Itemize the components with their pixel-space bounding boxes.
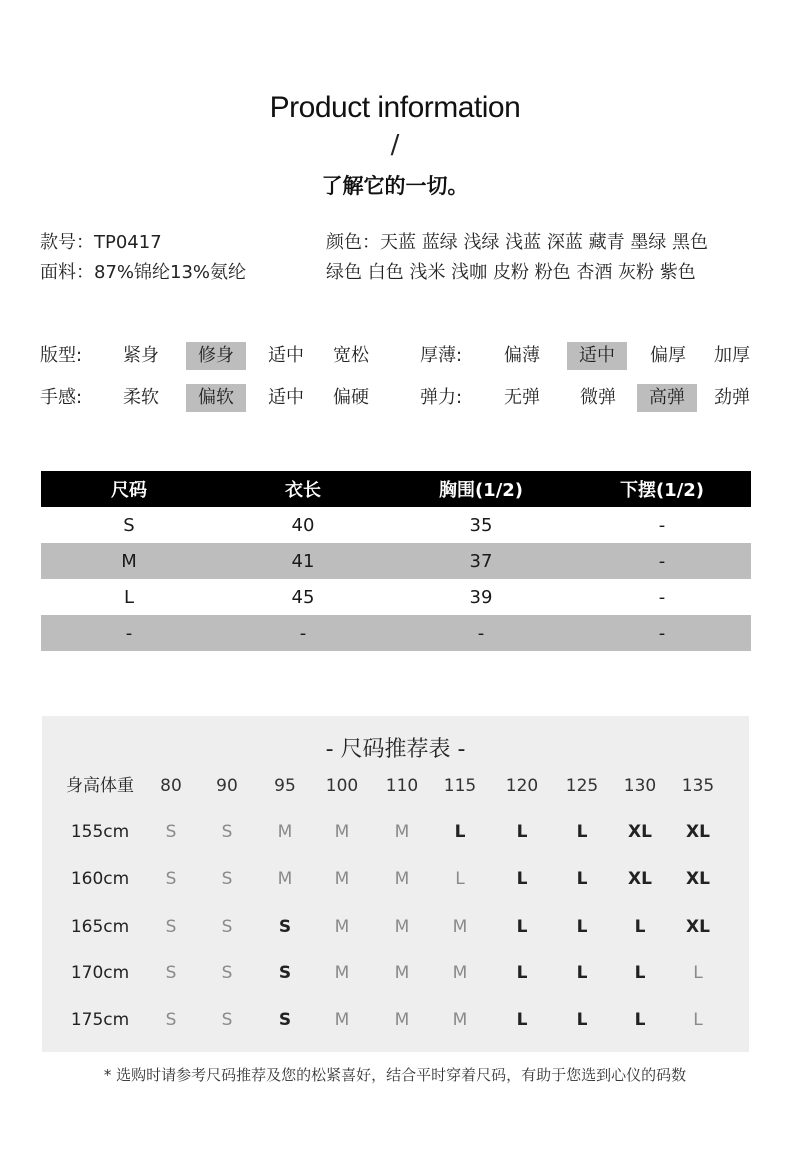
size-recommendation-cell: M bbox=[394, 917, 410, 937]
table-cell: - bbox=[658, 586, 666, 608]
weight-header: 80 bbox=[160, 776, 182, 796]
table-cell: - bbox=[658, 622, 666, 644]
corner-label: 身高体重 bbox=[66, 776, 134, 796]
table-row bbox=[41, 579, 751, 615]
feel-option-2: 适中 bbox=[268, 387, 304, 408]
table-cell: - bbox=[125, 622, 133, 644]
elasticity-option-2-selected: 高弹 bbox=[637, 384, 697, 412]
size-recommendation-cell: L bbox=[576, 963, 588, 983]
size-recommendation-cell: L bbox=[516, 963, 528, 983]
size-recommendation-cell: M bbox=[334, 963, 350, 983]
elasticity-option-1: 微弹 bbox=[580, 387, 616, 408]
size-recommendation-cell: L bbox=[516, 869, 528, 889]
table-cell: - bbox=[299, 622, 307, 644]
size-recommendation-cell: S bbox=[165, 917, 177, 937]
weight-header: 120 bbox=[505, 776, 539, 796]
col-header-size: 尺码 bbox=[111, 480, 147, 501]
recommendation-header-row bbox=[42, 771, 749, 801]
size-recommendation-cell: L bbox=[634, 917, 646, 937]
title-english: Product information bbox=[269, 91, 521, 124]
attr-row-2 bbox=[0, 384, 790, 414]
height-label: 155cm bbox=[70, 822, 130, 842]
weight-header: 100 bbox=[325, 776, 359, 796]
recommendation-row bbox=[42, 912, 749, 942]
thickness-option-3: 加厚 bbox=[714, 345, 750, 366]
size-recommendation-cell: L bbox=[634, 1010, 646, 1030]
weight-header: 90 bbox=[216, 776, 238, 796]
weight-header: 95 bbox=[274, 776, 296, 796]
title-chinese: 了解它的一切。 bbox=[321, 174, 469, 198]
recommendation-title: - 尺码推荐表 - bbox=[325, 737, 466, 762]
table-cell: 39 bbox=[469, 586, 493, 608]
size-recommendation-cell: M bbox=[394, 822, 410, 842]
size-recommendation-cell: XL bbox=[628, 869, 652, 889]
size-recommendation-cell: M bbox=[334, 869, 350, 889]
size-recommendation-cell: XL bbox=[686, 822, 710, 842]
footnote: * 选购时请参考尺码推荐及您的松紧喜好，结合平时穿着尺码，有助于您选到心仪的码数 bbox=[103, 1066, 687, 1084]
weight-header: 130 bbox=[623, 776, 657, 796]
style-number: 款号：TP0417 bbox=[40, 232, 162, 253]
size-recommendation-cell: S bbox=[278, 1010, 292, 1030]
size-recommendation-cell: M bbox=[277, 869, 293, 889]
size-recommendation-cell: M bbox=[394, 1010, 410, 1030]
size-recommendation-cell: S bbox=[221, 869, 233, 889]
size-recommendation-cell: M bbox=[277, 822, 293, 842]
size-recommendation-cell: L bbox=[576, 917, 588, 937]
feel-option-0: 柔软 bbox=[123, 387, 159, 408]
thickness-label: 厚薄: bbox=[420, 345, 463, 366]
recommendation-row bbox=[42, 817, 749, 847]
table-cell: 35 bbox=[469, 514, 493, 536]
table-cell: L bbox=[123, 586, 135, 608]
size-table-header bbox=[41, 471, 751, 507]
table-cell: 40 bbox=[291, 514, 315, 536]
height-label: 175cm bbox=[70, 1010, 130, 1030]
col-header-length: 衣长 bbox=[285, 480, 321, 501]
height-label: 170cm bbox=[70, 963, 130, 983]
size-recommendation-cell: S bbox=[221, 917, 233, 937]
size-recommendation-cell: S bbox=[278, 917, 292, 937]
size-recommendation-cell: L bbox=[455, 869, 465, 889]
feel-label: 手感: bbox=[40, 387, 83, 408]
size-recommendation-cell: M bbox=[334, 1010, 350, 1030]
elasticity-option-3: 劲弹 bbox=[714, 387, 750, 408]
table-cell: S bbox=[123, 514, 135, 536]
attribute-panel bbox=[0, 337, 790, 427]
fit-label: 版型: bbox=[40, 345, 83, 366]
product-info-header bbox=[0, 88, 790, 206]
size-recommendation-cell: L bbox=[634, 963, 646, 983]
table-cell: - bbox=[477, 622, 485, 644]
table-row bbox=[41, 615, 751, 651]
weight-header: 115 bbox=[443, 776, 477, 796]
table-row bbox=[41, 543, 751, 579]
colors-line-2: 绿色 白色 浅米 浅咖 皮粉 粉色 杏酒 灰粉 紫色 bbox=[326, 262, 696, 283]
table-row bbox=[41, 507, 751, 543]
size-recommendation-cell: M bbox=[452, 1010, 468, 1030]
size-recommendation-cell: M bbox=[334, 917, 350, 937]
table-cell: 37 bbox=[469, 550, 493, 572]
elasticity-label: 弹力: bbox=[420, 387, 463, 408]
table-cell: - bbox=[658, 514, 666, 536]
elasticity-option-0: 无弹 bbox=[504, 387, 540, 408]
thickness-option-2: 偏厚 bbox=[650, 345, 686, 366]
size-recommendation-cell: L bbox=[693, 963, 703, 983]
size-recommendation-cell: L bbox=[516, 1010, 528, 1030]
fit-option-1-selected: 修身 bbox=[186, 342, 246, 370]
size-recommendation-cell: S bbox=[165, 963, 177, 983]
title-slash: / bbox=[390, 130, 400, 160]
recommendation-row bbox=[42, 864, 749, 894]
fit-option-2: 适中 bbox=[268, 345, 304, 366]
table-cell: 45 bbox=[291, 586, 315, 608]
size-recommendation-cell: L bbox=[576, 869, 588, 889]
feel-option-3: 偏硬 bbox=[333, 387, 369, 408]
weight-header: 125 bbox=[565, 776, 599, 796]
size-recommendation-cell: XL bbox=[686, 869, 710, 889]
size-recommendation-cell: M bbox=[394, 963, 410, 983]
size-recommendation-cell: S bbox=[165, 869, 177, 889]
feel-option-1-selected: 偏软 bbox=[186, 384, 246, 412]
attr-row-1 bbox=[0, 342, 790, 372]
thickness-option-0: 偏薄 bbox=[504, 345, 540, 366]
size-recommendation-cell: S bbox=[221, 822, 233, 842]
size-recommendation-cell: M bbox=[452, 963, 468, 983]
size-recommendation-cell: S bbox=[221, 963, 233, 983]
info-colors bbox=[326, 228, 708, 288]
colors-line-1: 颜色：天蓝 蓝绿 浅绿 浅蓝 深蓝 藏青 墨绿 黑色 bbox=[326, 232, 709, 253]
size-recommendation-cell: S bbox=[165, 822, 177, 842]
size-table bbox=[41, 471, 751, 651]
size-recommendation-cell: S bbox=[278, 963, 292, 983]
size-recommendation-cell: XL bbox=[628, 822, 652, 842]
recommendation-row bbox=[42, 1005, 749, 1035]
size-recommendation-cell: L bbox=[693, 1010, 703, 1030]
size-recommendation-cell: M bbox=[334, 822, 350, 842]
size-recommendation-cell: M bbox=[452, 917, 468, 937]
size-recommendation-cell: L bbox=[516, 917, 528, 937]
size-recommendation-cell: M bbox=[394, 869, 410, 889]
size-recommendation-cell: L bbox=[454, 822, 466, 842]
weight-header: 135 bbox=[681, 776, 715, 796]
fabric-composition: 面料：87%锦纶13%氨纶 bbox=[40, 262, 247, 283]
size-recommendation-cell: S bbox=[165, 1010, 177, 1030]
recommendation-row bbox=[42, 958, 749, 988]
thickness-option-1-selected: 适中 bbox=[567, 342, 627, 370]
col-header-hem: 下摆(1/2) bbox=[619, 480, 705, 501]
height-label: 165cm bbox=[70, 917, 130, 937]
size-recommendation-panel bbox=[42, 716, 749, 1052]
size-recommendation-cell: L bbox=[576, 1010, 588, 1030]
size-recommendation-cell: S bbox=[221, 1010, 233, 1030]
size-recommendation-cell: XL bbox=[686, 917, 710, 937]
table-cell: - bbox=[658, 550, 666, 572]
size-recommendation-cell: L bbox=[576, 822, 588, 842]
size-recommendation-cell: L bbox=[516, 822, 528, 842]
table-cell: M bbox=[121, 550, 137, 572]
weight-header: 110 bbox=[385, 776, 419, 796]
table-cell: 41 bbox=[291, 550, 315, 572]
fit-option-0: 紧身 bbox=[123, 345, 159, 366]
height-label: 160cm bbox=[70, 869, 130, 889]
fit-option-3: 宽松 bbox=[333, 345, 369, 366]
info-left bbox=[40, 228, 246, 288]
col-header-chest: 胸围(1/2) bbox=[438, 480, 524, 501]
